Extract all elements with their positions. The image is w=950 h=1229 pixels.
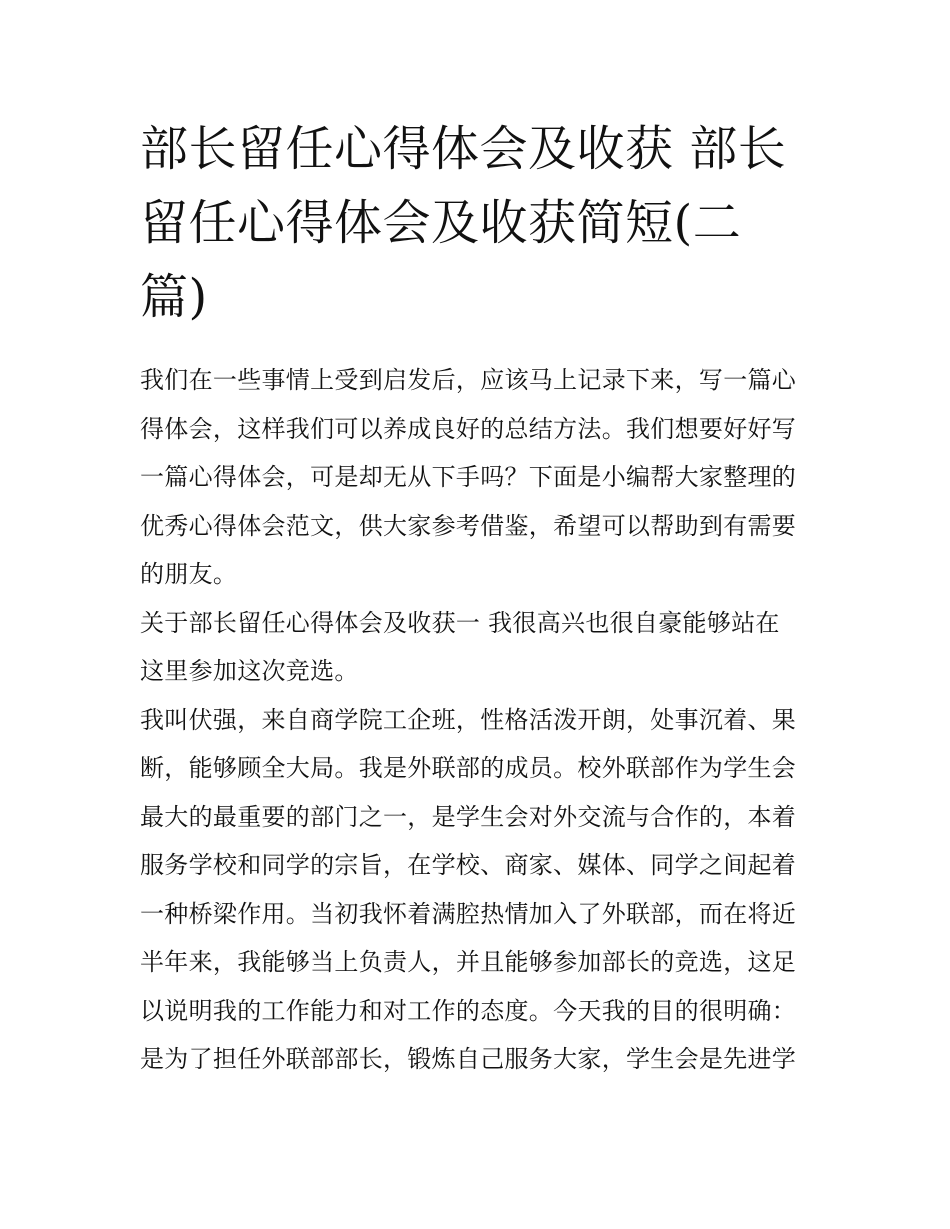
title-line: 留任心得体会及收获简短(二	[140, 195, 742, 251]
body-line: 一种桥梁作用。当初我怀着满腔热情加入了外联部，而在将近	[140, 899, 797, 928]
body-line: 优秀心得体会范文，供大家参考借鉴，希望可以帮助到有需要	[140, 511, 797, 540]
body-line: 关于部长留任心得体会及收获一 我很高兴也很自豪能够站在	[140, 608, 780, 637]
body-line: 我叫伏强，来自商学院工企班，性格活泼开朗，处事沉着、果	[140, 705, 797, 734]
body-line: 断，能够顾全大局。我是外联部的成员。校外联部作为学生会	[140, 754, 797, 782]
body-line: 以说明我的工作能力和对工作的态度。今天我的目的很明确：	[140, 996, 797, 1025]
body-line: 我们在一些事情上受到启发后，应该马上记录下来，写一篇心	[140, 366, 797, 394]
body-line: 一篇心得体会，可是却无从下手吗？下面是小编帮大家整理的	[140, 463, 797, 491]
title-line: 部长留任心得体会及收获 部长	[140, 121, 787, 177]
body-line: 最大的最重要的部门之一，是学生会对外交流与合作的，本着	[140, 802, 797, 831]
body-line: 半年来，我能够当上负责人，并且能够参加部长的竞选，这足	[140, 948, 797, 976]
body-line: 这里参加这次竞选。	[140, 657, 359, 685]
document-title	[140, 112, 820, 334]
title-line: 篇)	[140, 269, 208, 325]
document-body	[140, 356, 820, 1084]
body-line: 是为了担任外联部部长，锻炼自己服务大家，学生会是先进学	[140, 1045, 797, 1073]
body-line: 得体会，这样我们可以养成良好的总结方法。我们想要好好写	[140, 414, 797, 443]
body-line: 服务学校和同学的宗旨，在学校、商家、媒体、同学之间起着	[140, 851, 797, 879]
body-line: 的朋友。	[140, 560, 238, 588]
